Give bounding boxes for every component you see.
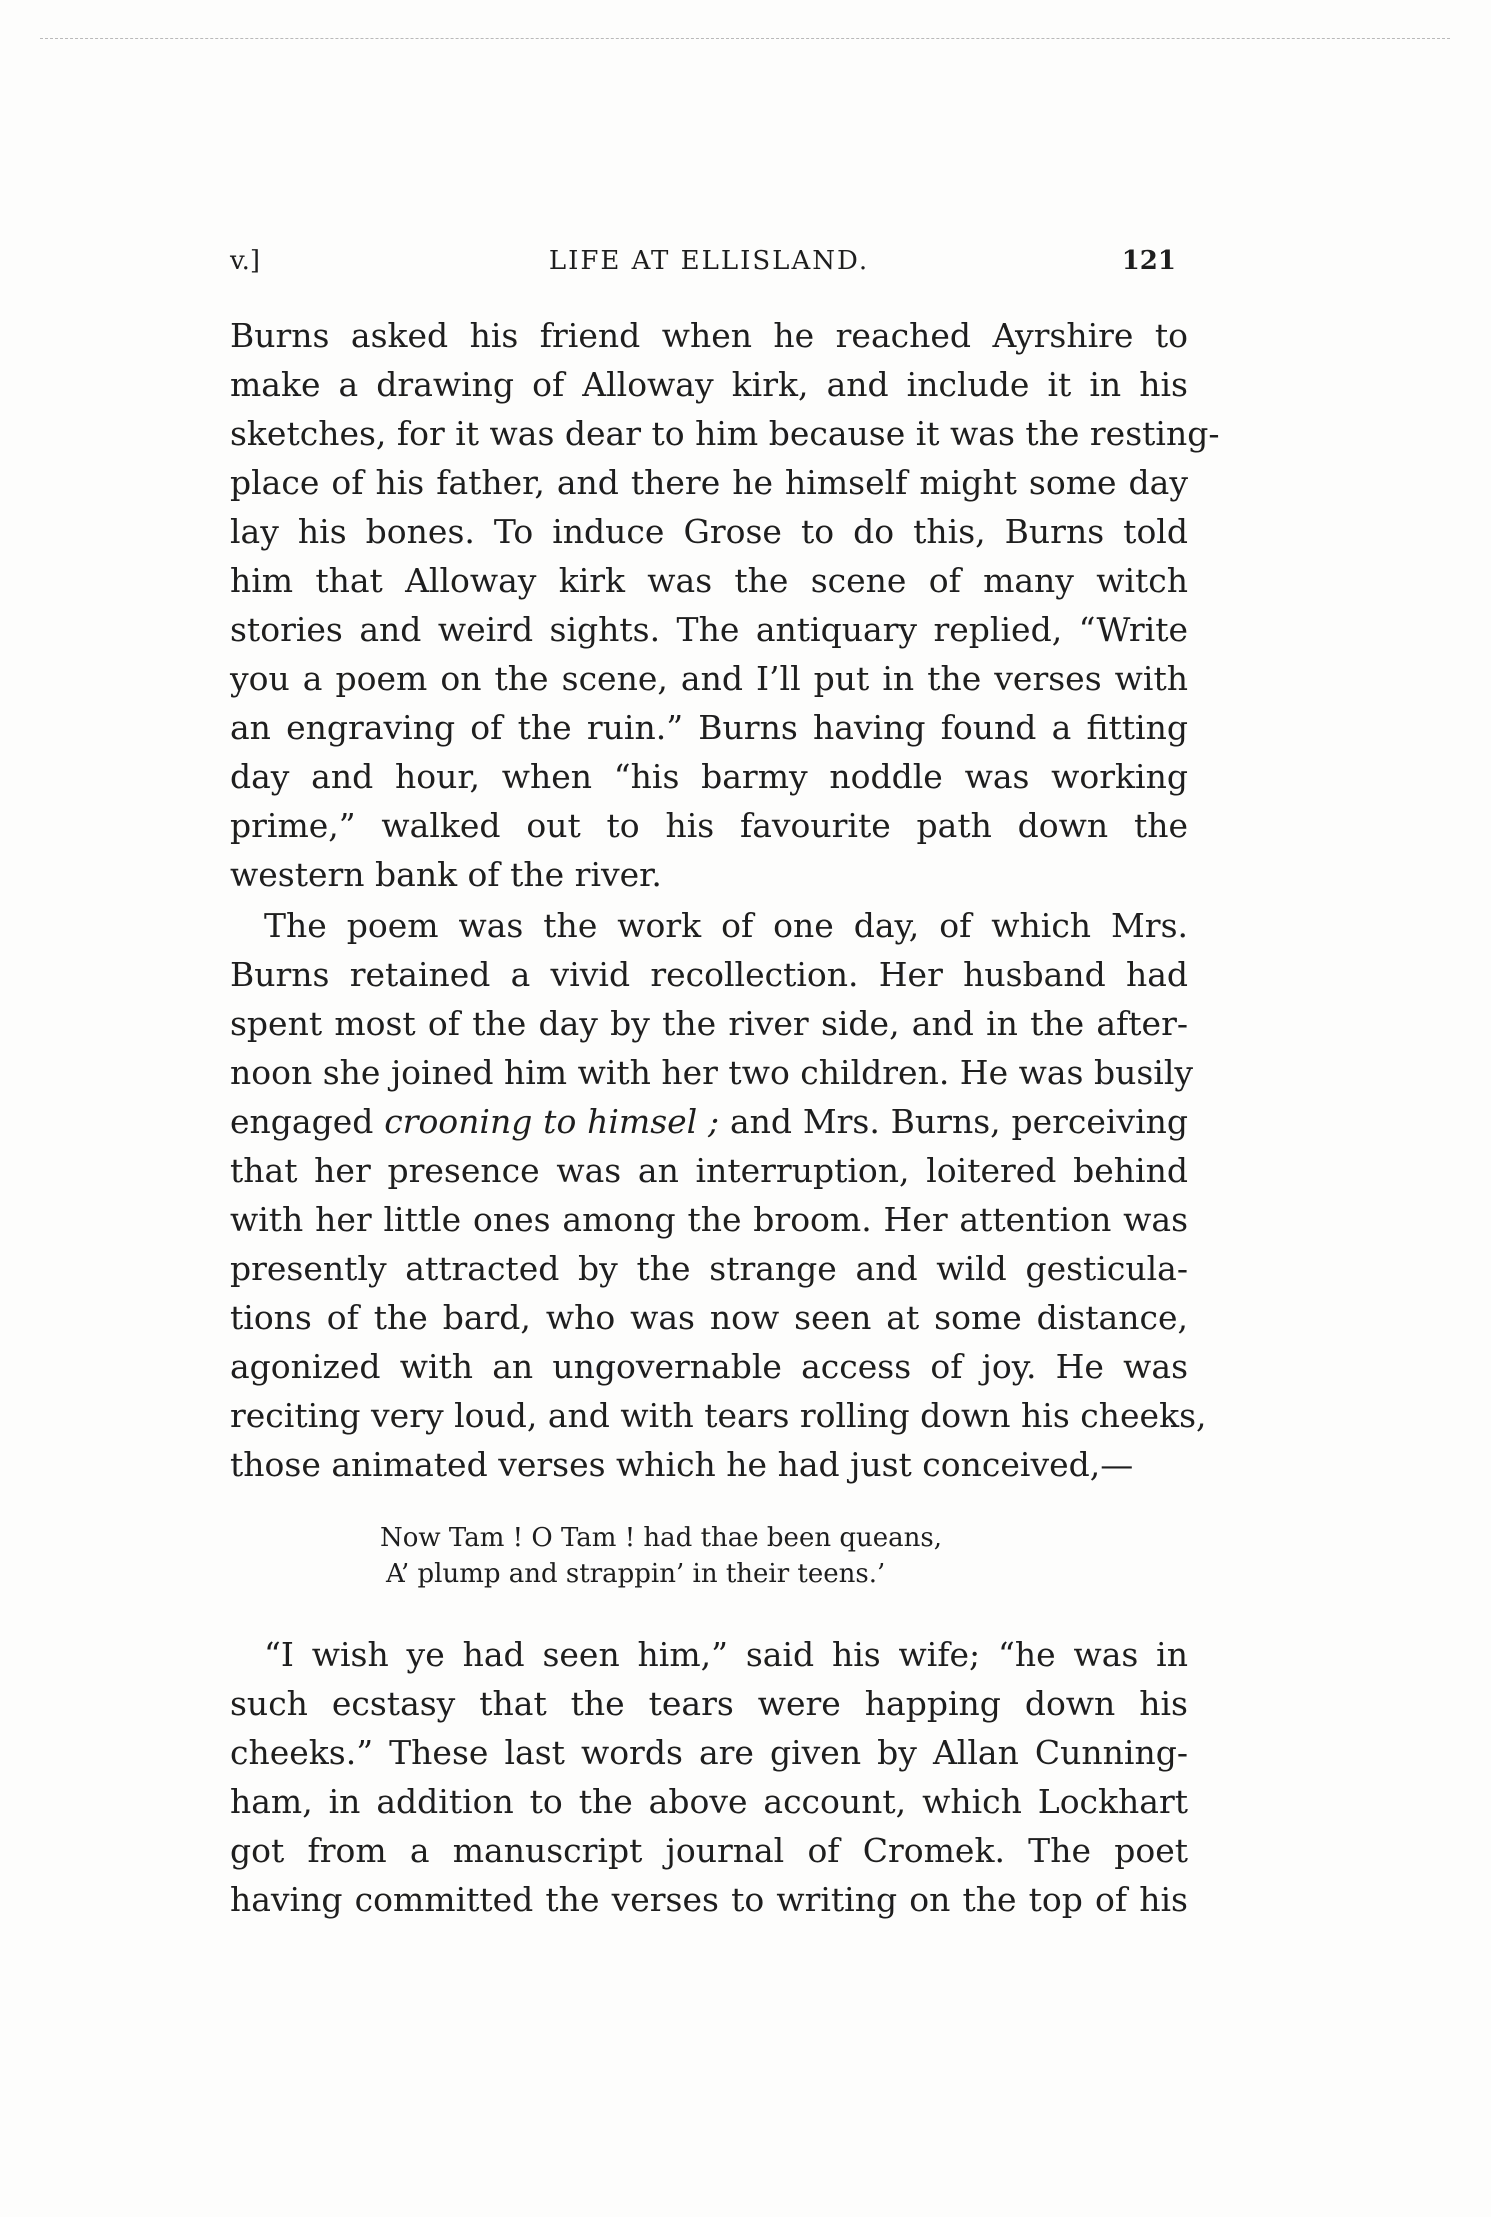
running-head bbox=[230, 241, 1188, 281]
text-run: and Mrs. Burns, perceiving bbox=[719, 1102, 1189, 1141]
text-line: make a drawing of Alloway kirk, and include it in his bbox=[230, 365, 1188, 404]
text-line: prime,” walked out to his favourite path down the bbox=[230, 806, 1188, 845]
text-line: agonized with an ungovernable access of joy. He was bbox=[230, 1347, 1188, 1386]
scan-edge-rule bbox=[40, 38, 1450, 39]
text-line bbox=[230, 1097, 1188, 1146]
text-line: an engraving of the ruin.” Burns having found a fitting bbox=[230, 708, 1188, 747]
text-line: presently attracted by the strange and wild gesticula- bbox=[230, 1249, 1188, 1288]
text-line: having committed the verses to writing on the top of his bbox=[230, 1880, 1188, 1919]
chapter-marker: v.] bbox=[230, 246, 261, 276]
verse-line: Now Tam ! O Tam ! had thae been queans, bbox=[380, 1523, 942, 1553]
text-line: reciting very loud, and with tears rolling down his cheeks, bbox=[230, 1396, 1207, 1435]
text-line: sketches, for it was dear to him because it was the resting- bbox=[230, 414, 1220, 453]
text-line: him that Alloway kirk was the scene of many witch bbox=[230, 561, 1188, 600]
verse-line: A’ plump and strappin’ in their teens.’ bbox=[386, 1559, 886, 1589]
text-line: noon she joined him with her two children. He was busily bbox=[230, 1053, 1194, 1092]
verse-quotation bbox=[380, 1520, 942, 1592]
text-line: with her little ones among the broom. Her attention was bbox=[230, 1200, 1188, 1239]
text-line: The poem was the work of one day, of which Mrs. bbox=[264, 906, 1188, 945]
text-line: “I wish ye had seen him,” said his wife; “he was in bbox=[264, 1635, 1188, 1674]
text-line: lay his bones. To induce Grose to do this, Burns told bbox=[230, 512, 1188, 551]
text-line: Burns asked his friend when he reached Ayrshire to bbox=[230, 316, 1188, 355]
italic-phrase: crooning to himsel ; bbox=[384, 1102, 720, 1141]
text-line: spent most of the day by the river side, and in the after- bbox=[230, 1004, 1188, 1043]
text-line: ham, in addition to the above account, which Lockhart bbox=[230, 1782, 1188, 1821]
text-line: tions of the bard, who was now seen at some distance, bbox=[230, 1298, 1188, 1337]
paragraph-3 bbox=[230, 1630, 1188, 1924]
running-title: LIFE AT ELLISLAND. bbox=[548, 246, 870, 276]
text-line: place of his father, and there he himself might some day bbox=[230, 463, 1188, 502]
paragraph-1 bbox=[230, 311, 1220, 899]
text-line: western bank of the river. bbox=[230, 855, 662, 894]
page-number: 121 bbox=[1121, 246, 1176, 276]
text-line: you a poem on the scene, and I’ll put in the verses with bbox=[230, 659, 1188, 698]
text-line: Burns retained a vivid recollection. Her husband had bbox=[230, 955, 1188, 994]
paragraph-2 bbox=[230, 901, 1207, 1489]
text-line: day and hour, when “his barmy noddle was working bbox=[230, 757, 1188, 796]
text-run: engaged bbox=[230, 1102, 385, 1141]
text-line: got from a manuscript journal of Cromek. The poet bbox=[230, 1831, 1188, 1870]
text-line: such ecstasy that the tears were happing down his bbox=[230, 1684, 1188, 1723]
text-line: that her presence was an interruption, loitered behind bbox=[230, 1151, 1188, 1190]
text-line: cheeks.” These last words are given by Allan Cunning- bbox=[230, 1733, 1188, 1772]
text-line: stories and weird sights. The antiquary replied, “Write bbox=[230, 610, 1188, 649]
text-line: those animated verses which he had just conceived,— bbox=[230, 1445, 1134, 1484]
